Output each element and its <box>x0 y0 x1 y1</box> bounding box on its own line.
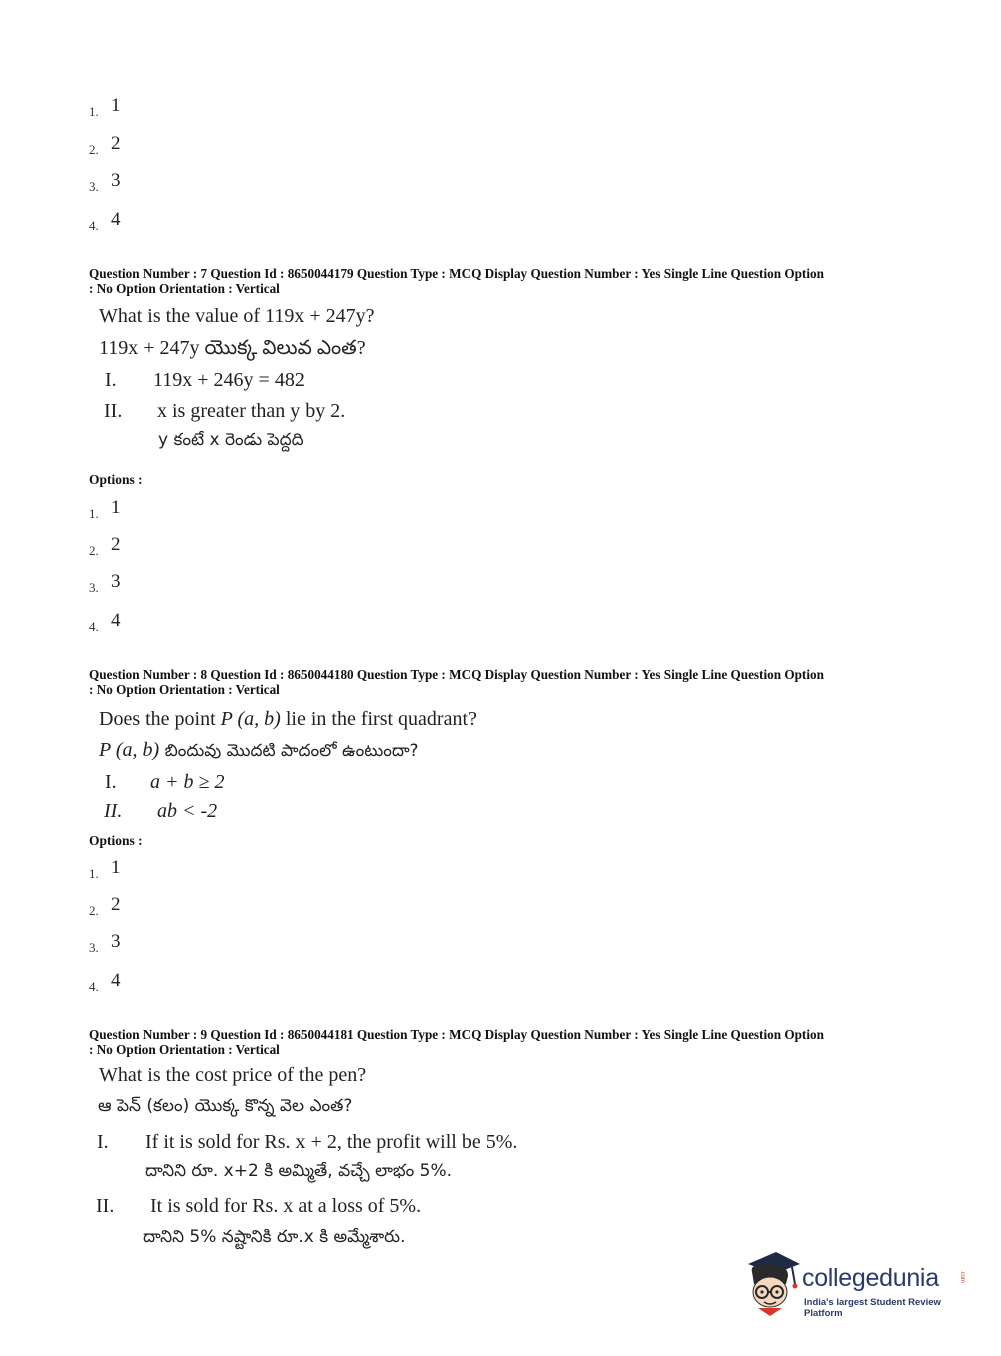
option-number: 2. <box>89 543 99 558</box>
point-label: P (a, b) <box>220 708 281 730</box>
meta-line-2: : No Option Orientation : Vertical <box>89 1042 280 1057</box>
options-label: Options : <box>89 472 143 487</box>
statement-label: I. <box>105 771 117 793</box>
option-value: 3 <box>111 931 121 952</box>
option-value: 3 <box>111 170 121 191</box>
question-text-te <box>99 739 419 765</box>
statement-text: ab < -2 <box>157 800 218 822</box>
logo-com: .com <box>959 1270 965 1284</box>
point-label: P (a, b) <box>99 739 160 761</box>
logo-name: collegedunia <box>802 1264 939 1292</box>
option-number: 1. <box>89 104 99 119</box>
mascot-icon <box>742 1250 804 1316</box>
option-value: 4 <box>111 209 121 230</box>
option-number: 4. <box>89 218 99 233</box>
statement-text: x is greater than y by 2. <box>157 400 346 422</box>
question-text-te: ఆ పెన్ (కలం) యొక్క కొన్న వెల ఎంత? <box>98 1096 353 1116</box>
statement-text-te: y కంటే x రెండు పెద్దది <box>158 430 304 450</box>
option-value: 2 <box>111 534 121 555</box>
meta-line-1: Question Number : 9 Question Id : 8650044181 Question Type : MCQ Display Question Number : Yes Single Line Question Option <box>89 1027 824 1042</box>
question-text-post: lie in the first quadrant? <box>280 708 477 730</box>
option-value: 1 <box>111 857 121 878</box>
question-meta <box>89 266 919 296</box>
logo-tagline: India's largest Student Review Platform <box>804 1297 941 1319</box>
statement-text: 119x + 246y = 482 <box>153 369 305 391</box>
meta-line-1: Question Number : 8 Question Id : 8650044180 Question Type : MCQ Display Question Number : Yes Single Line Question Option <box>89 667 824 682</box>
option-number: 2. <box>89 903 99 918</box>
meta-line-2: : No Option Orientation : Vertical <box>89 281 280 296</box>
question-text-te-rest: బిందువు మొదటి పాదంలో ఉంటుందా? <box>159 741 419 761</box>
question-text-en: What is the value of 119x + 247y? <box>99 305 375 327</box>
option-value: 2 <box>111 133 121 154</box>
question-text-te: 119x + 247y యొక్క విలువ ఎంత? <box>99 337 366 359</box>
question-text-en: What is the cost price of the pen? <box>99 1064 367 1086</box>
meta-line-1: Question Number : 7 Question Id : 8650044179 Question Type : MCQ Display Question Number : Yes Single Line Question Option <box>89 266 824 281</box>
question-meta <box>89 1027 919 1057</box>
option-value: 4 <box>111 610 121 631</box>
statement-label: I. <box>97 1131 109 1153</box>
option-value: 1 <box>111 497 121 518</box>
statement-label: II. <box>104 800 123 822</box>
option-number: 3. <box>89 179 99 194</box>
statement-text-te: దానిని రూ. x+2 కి అమ్మితే, వచ్చే లాభం 5%. <box>145 1161 453 1181</box>
option-number: 4. <box>89 619 99 634</box>
statement-text: If it is sold for Rs. x + 2, the profit will be 5%. <box>145 1131 518 1153</box>
option-value: 4 <box>111 970 121 991</box>
option-value: 3 <box>111 571 121 592</box>
option-number: 3. <box>89 940 99 955</box>
statement-text: It is sold for Rs. x at a loss of 5%. <box>150 1195 422 1217</box>
option-value: 2 <box>111 894 121 915</box>
statement-label: II. <box>96 1195 115 1217</box>
option-number: 1. <box>89 866 99 881</box>
question-text-pre: Does the point <box>99 708 221 730</box>
statement-label: II. <box>104 400 123 422</box>
option-number: 1. <box>89 506 99 521</box>
option-number: 2. <box>89 142 99 157</box>
option-number: 4. <box>89 979 99 994</box>
meta-line-2: : No Option Orientation : Vertical <box>89 682 280 697</box>
option-value: 1 <box>111 95 121 116</box>
options-label: Options : <box>89 833 143 848</box>
question-text-en <box>99 708 477 731</box>
collegedunia-logo <box>742 1250 972 1320</box>
statement-text-te: దానిని 5% నష్టానికి రూ.x కి అమ్మేశారు. <box>143 1227 406 1247</box>
statement-label: I. <box>105 369 117 391</box>
option-number: 3. <box>89 580 99 595</box>
question-meta <box>89 667 919 697</box>
statement-text: a + b ≥ 2 <box>150 771 225 793</box>
